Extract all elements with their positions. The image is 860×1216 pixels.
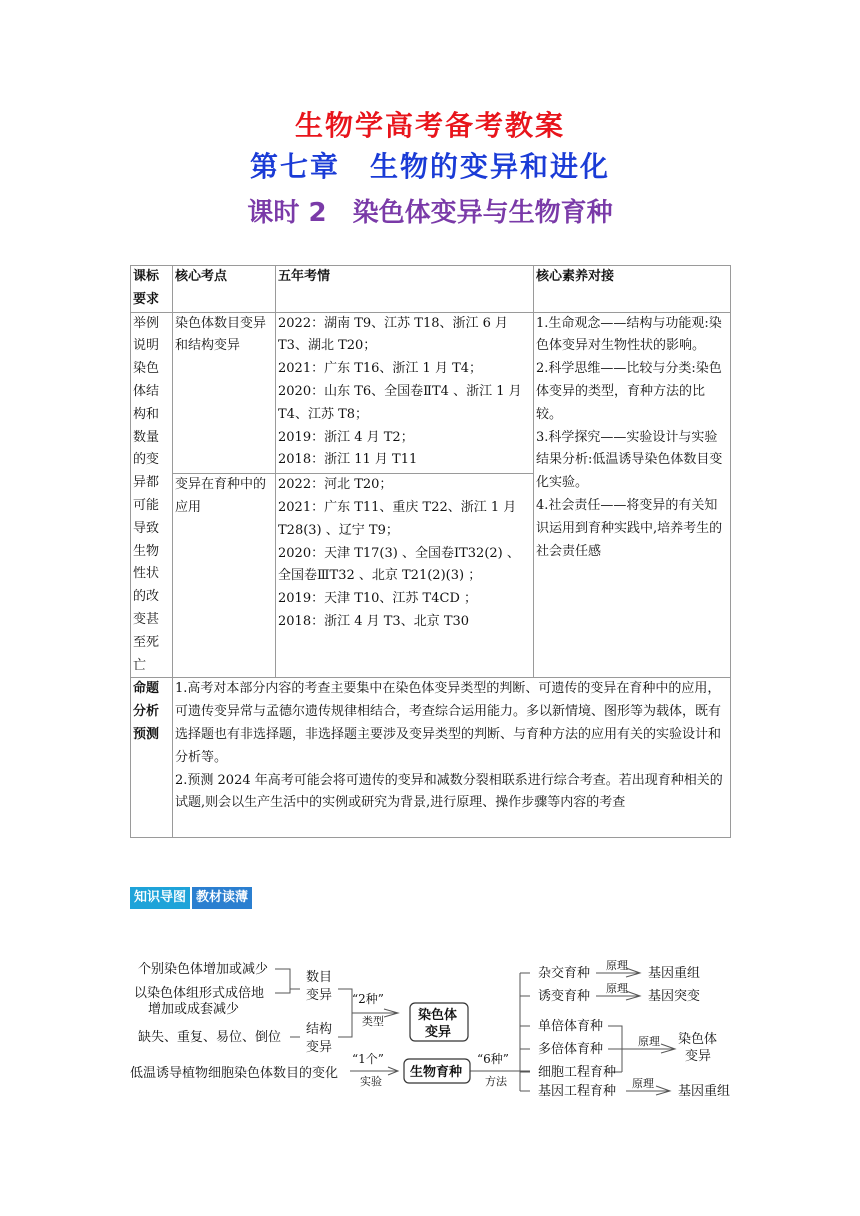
literacy-cell [534,312,731,678]
result-item: 变异 [685,1049,712,1064]
mind-map [0,955,860,1115]
section-badge [130,887,252,909]
result-item: 染色体 [678,1032,718,1047]
exam-line: 2021：广东 T16、浙江 1 月 T4； [278,361,483,377]
principle-label: 原理 [632,1077,654,1090]
exam-line: 2019：天津 T10、江苏 T4CD ； [278,591,478,607]
exam-line: 2018：浙江 4 月 T3、北京 T30 [278,613,470,629]
experiment-label: 实验 [360,1075,382,1088]
principle-label: 原理 [606,959,628,972]
two-kinds-label: “2种” [352,992,384,1006]
badge-textbook: 教材读薄 [192,887,252,909]
main-title: 生物学高考备考教案 [294,109,565,142]
core-point-2: 变异在育种中的应用 [173,474,276,678]
header-core-point: 核心考点 [173,266,276,313]
six-kinds-label: “6种” [477,1052,509,1066]
one-label: “1个” [352,1052,384,1066]
literacy-item: 3.科学探究——实验设计与实验结果分析:低温诱导染色体数目变化实验。 [536,429,723,491]
type-label: 类型 [362,1015,384,1028]
exam-history-1 [276,312,534,474]
core-point-1: 染色体数目变异和结构变异 [173,312,276,474]
structure-variation-label: 变异 [306,1040,333,1055]
title-block [0,105,860,235]
structure-variation-label: 结构 [306,1022,333,1037]
map-left-item: 以染色体组形式成倍地 [134,986,265,1001]
exam-line: 2021：广东 T11、重庆 T22、浙江 1 月 T28(3) 、辽宁 T9； [278,499,517,538]
result-item: 基因重组 [648,966,701,981]
principle-label: 原理 [638,1035,660,1048]
prediction-item: 2.预测 2024 年高考可能会将可遗传的变异和减数分裂相联系进行综合考查。若出现育种相关的试题,则会以生产生活中的实例或研究为背景,进行原理、操作步骤等内容的考查 [175,772,723,811]
map-left-item: 个别染色体增加或减少 [138,962,269,977]
exam-line: 2020：天津 T17(3) 、全国卷ⅠT32(2) 、全国卷ⅢT32 、北京 T21(2)(3) ； [278,545,520,584]
principle-label: 原理 [606,982,628,995]
exam-line: 2018：浙江 11 月 T11 [278,452,418,468]
center-node-variation: 变异 [425,1025,452,1040]
map-left-item: 增加或成套减少 [148,1002,240,1017]
exam-line: 2022：河北 T20； [278,477,393,493]
header-literacy: 核心素养对接 [534,266,731,313]
literacy-item: 1.生命观念——结构与功能观:染色体变异对生物性状的影响。 [536,315,722,354]
literacy-item: 2.科学思维——比较与分类:染色体变异的类型，育种方法的比较。 [536,361,722,422]
breeding-item: 细胞工程育种 [538,1065,617,1080]
result-item: 基因重组 [678,1084,731,1099]
overview-table [130,265,731,838]
breeding-item: 多倍体育种 [538,1042,604,1057]
header-curriculum: 课标要求 [131,266,173,313]
prediction-label: 命题分析预测 [131,678,173,838]
map-left-item: 缺失、重复、易位、倒位 [138,1030,282,1045]
exam-line: 2019：浙江 4 月 T2； [278,429,414,445]
breeding-item: 诱变育种 [538,989,591,1004]
breeding-item: 基因工程育种 [538,1084,617,1099]
exam-line: 2020：山东 T6、全国卷ⅡT4 、浙江 1 月 T4、江苏 T8； [278,383,522,422]
result-item: 基因突变 [648,989,701,1004]
center-node-variation: 染色体 [418,1008,458,1023]
method-label: 方法 [485,1075,507,1088]
literacy-item: 4.社会责任——将变异的有关知识运用到育种实践中,培养考生的社会责任感 [536,497,723,559]
exam-history-2 [276,474,534,678]
map-left-item: 低温诱导植物细胞染色体数目的变化 [130,1066,339,1081]
number-variation-label: 数目 [306,970,333,985]
breeding-item: 杂交育种 [538,966,591,981]
curriculum-requirement: 举例说明染色体结构和数量的变异都可能导致生物性状的改变甚至死亡 [131,312,173,678]
header-exam-history: 五年考情 [276,266,534,313]
badge-knowledge-map: 知识导图 [130,887,190,909]
number-variation-label: 变异 [306,988,333,1003]
chapter-title: 第七章 生物的变异和进化 [249,150,610,183]
breeding-item: 单倍体育种 [538,1019,604,1034]
prediction-cell [173,678,731,838]
exam-line: 2022：湖南 T9、江苏 T18、浙江 6 月 T3、湖北 T20； [278,315,509,354]
prediction-item: 1.高考对本部分内容的考查主要集中在染色体变异类型的判断、可遗传的变异在育种中的应用，可遗传变异常与孟德尔遗传规律相结合，考查综合运用能力。多以新情境、图形等为载体，既有选择题也有非选择题，非选择题主要涉及变异类型的判断、与育种方法的应用有关的实验设计和分析等。 [175,681,722,765]
lesson-title: 课时 2 染色体变异与生物育种 [247,198,613,228]
center-node-breeding: 生物育种 [410,1065,463,1080]
